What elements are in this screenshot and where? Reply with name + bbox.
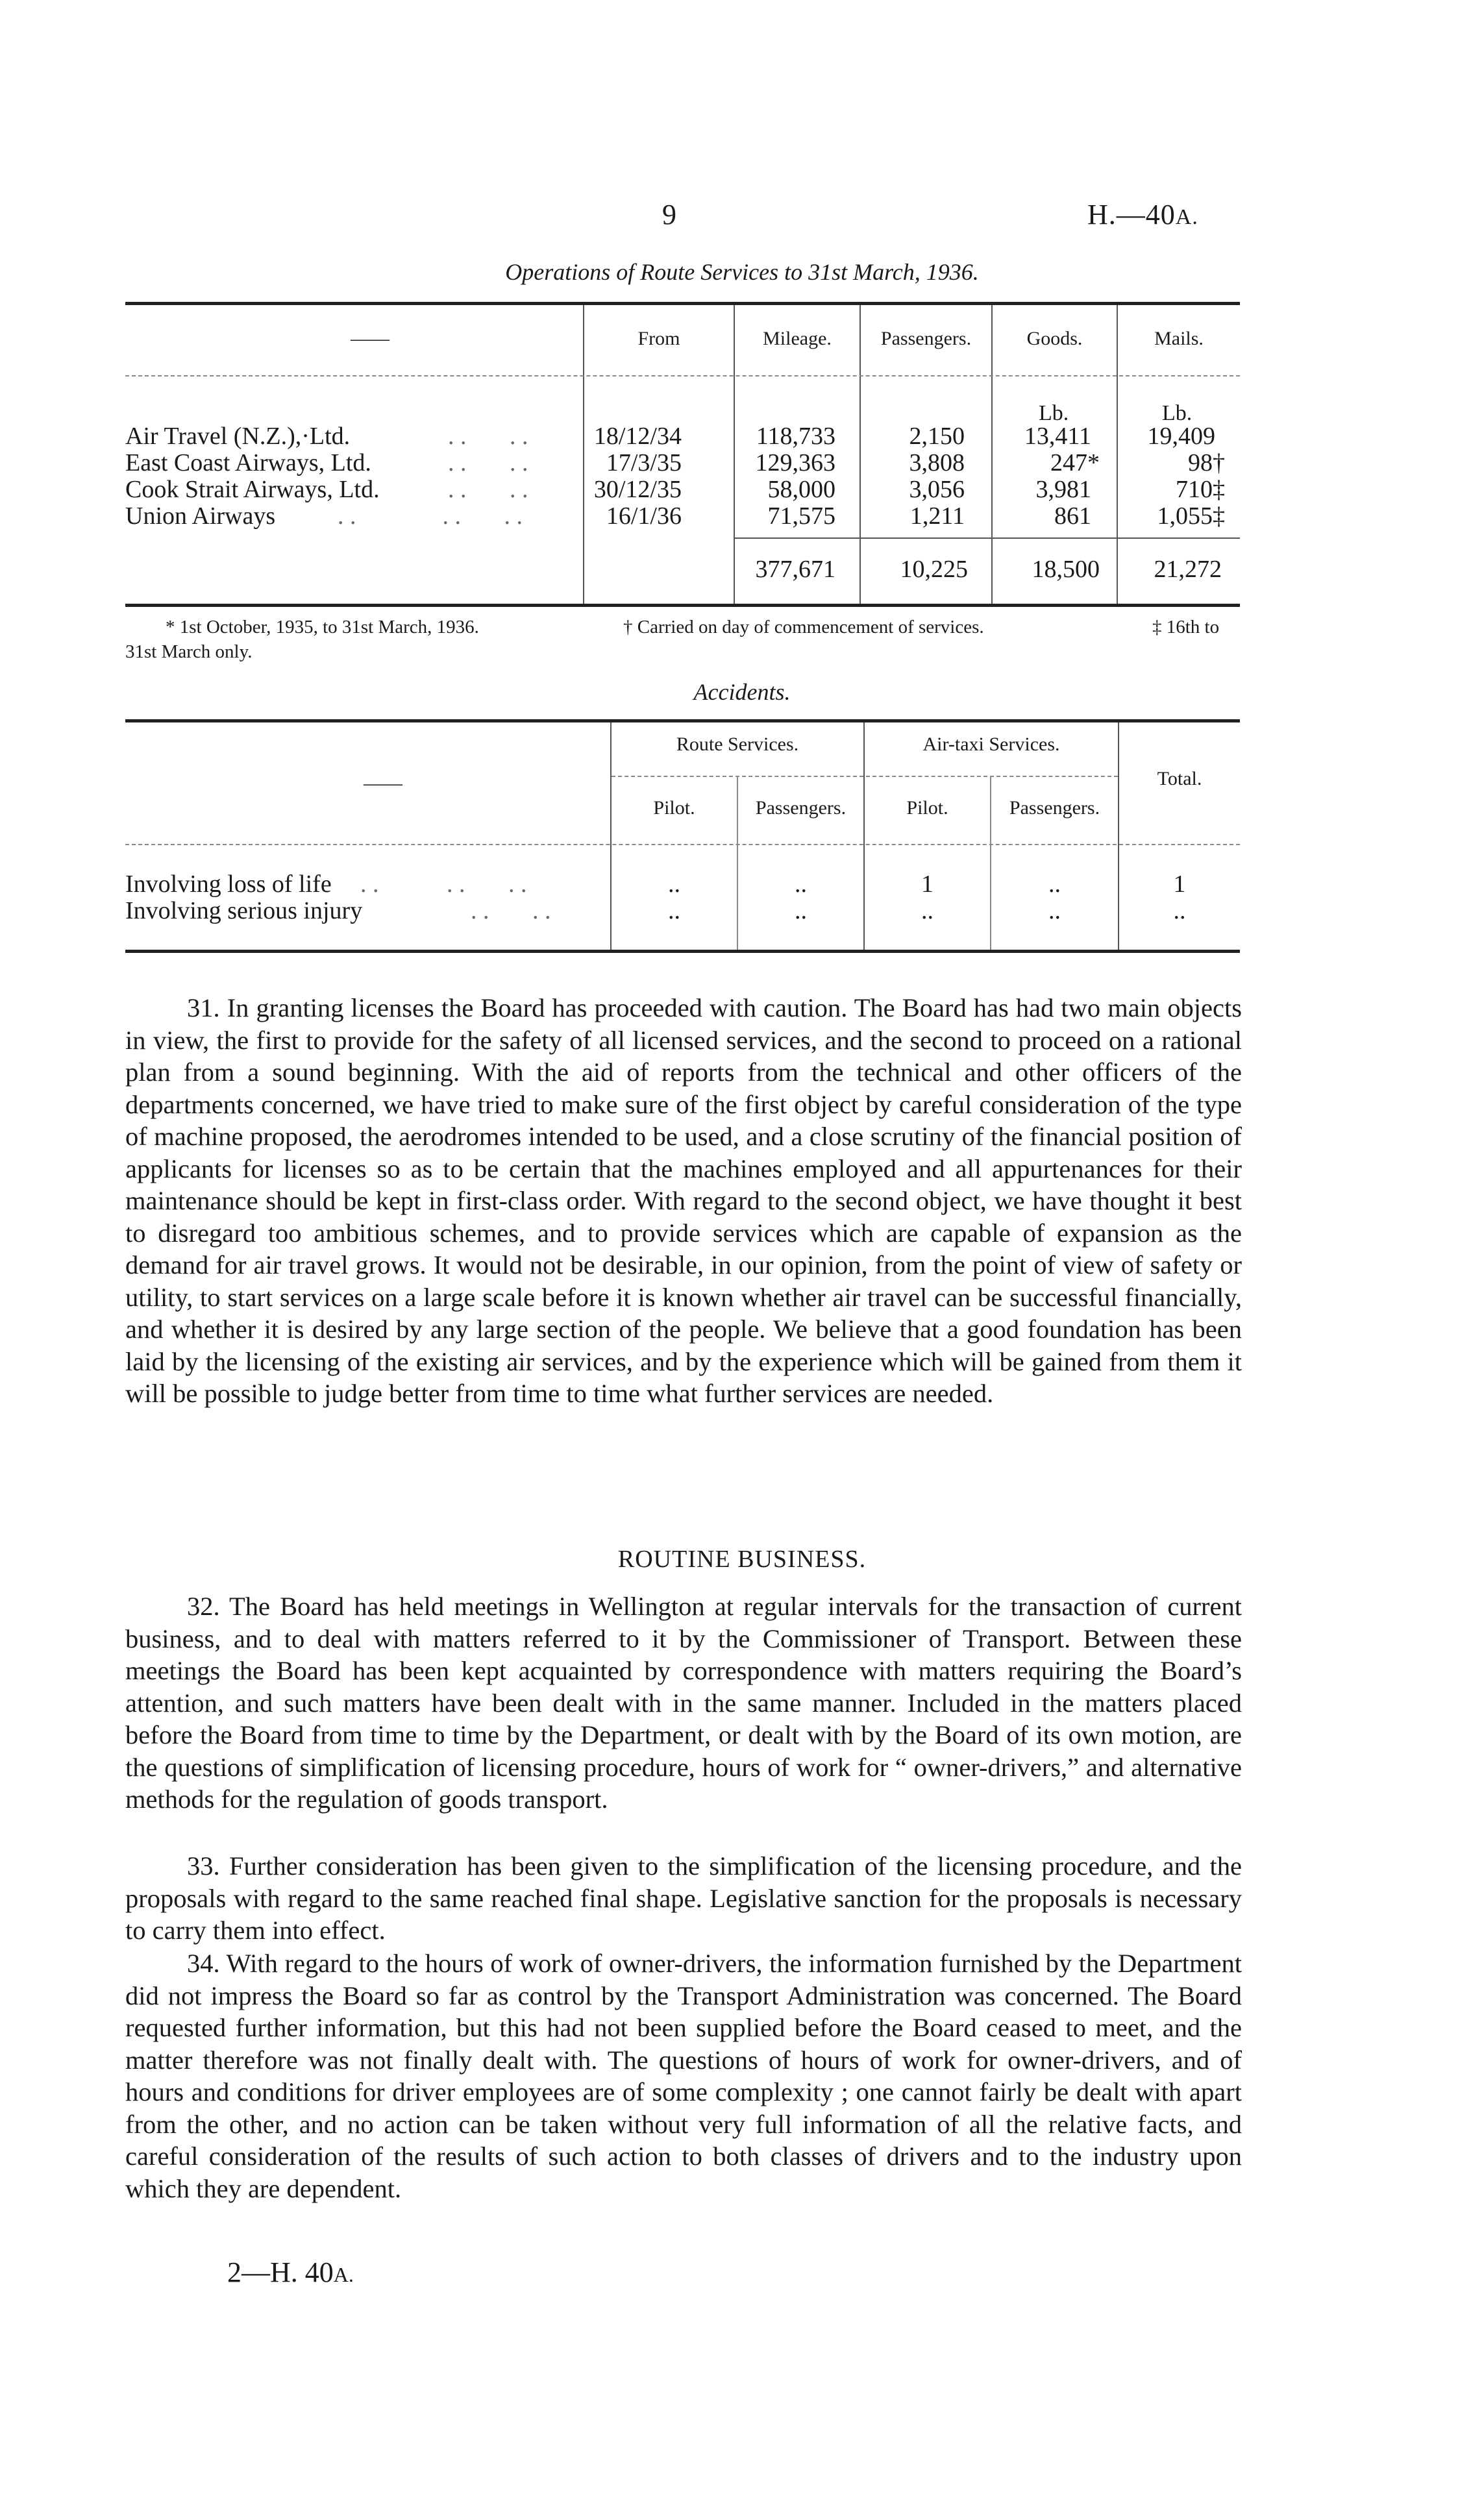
total-goods: 18,500 [1032, 556, 1100, 583]
route-pilot-value: .. [668, 870, 680, 898]
header-passengers: Passengers. [880, 328, 972, 349]
taxi-pilot-value: 1 [921, 870, 934, 898]
paragraph-33-text: 33. Further consideration has been given to the simplification of the licensing procedure, and the proposals with regard to the same reached final shape. Legislative sanction for the proposals is necessary to carry them into effect. [125, 1851, 1242, 1945]
header-rule [125, 375, 1240, 376]
from-date: 17/3/35 [606, 449, 682, 476]
route-pilot-value: .. [668, 897, 680, 924]
leader-dots: . . . . . . [360, 870, 527, 898]
passengers-value: 2,150 [909, 423, 965, 450]
leader-dots: . . . . [471, 897, 551, 924]
operator-name: Cook Strait Airways, Ltd. [125, 476, 380, 503]
accidents-table-caption: Accidents. [693, 679, 791, 705]
leader-dots: . . . . [448, 423, 528, 450]
doc-ref-main: H.—40 [1087, 199, 1176, 230]
footnote-star: * 1st October, 1935, to 31st March, 1936. [166, 617, 479, 637]
table-top-rule [125, 719, 1240, 722]
header-blank: —— [364, 772, 402, 794]
group-rule [612, 776, 1118, 777]
total-value: 1 [1173, 870, 1186, 898]
paragraph-32-text: 32. The Board has held meetings in Wellington at regular intervals for the transaction of current business, and to deal with matters referred to it by the Commissioner of Transport. Between these meetings the Board has been kept acquainted by correspondence with matters requiring the Board’s attention, and such matters have been dealt with in the same manner. Included in the matters placed before the Board from time to time by the Department, or dealt with by the Board of its own motion, are the questions of simplification of licensing procedure, hours of work for “ owner-drivers,” and alternative methods for the regulation of goods transport. [125, 1592, 1242, 1814]
operator-name: Air Travel (N.Z.),·Ltd. [125, 423, 351, 450]
mails-value: 98† [1188, 449, 1225, 476]
goods-value: 247* [1050, 449, 1100, 476]
mails-value: 19,409 [1147, 423, 1215, 450]
accident-row-label: Involving loss of life [125, 870, 332, 898]
from-date: 30/12/35 [593, 476, 682, 503]
header-rule [125, 844, 1240, 845]
taxi-passengers-value: .. [1048, 870, 1061, 898]
mails-value: 1,055‡ [1157, 502, 1225, 530]
header-mileage: Mileage. [763, 328, 832, 349]
passengers-value: 3,056 [909, 476, 965, 503]
total-passengers: 10,225 [900, 556, 968, 583]
footnote-double-dagger: ‡ 16th to [1152, 617, 1220, 637]
header-mails: Mails. [1154, 328, 1204, 349]
passengers-value: 3,808 [909, 449, 965, 476]
mileage-value: 71,575 [767, 502, 835, 530]
signature-main: 2—H. 40 [227, 2256, 334, 2288]
table-bottom-rule [125, 950, 1240, 953]
goods-value: 861 [1054, 502, 1091, 530]
from-date: 18/12/34 [593, 423, 682, 450]
header-from: From [637, 328, 680, 349]
route-passengers-value: .. [795, 897, 807, 924]
operations-table-caption: Operations of Route Services to 31st March, 1936. [505, 259, 979, 285]
paragraph-32 [125, 1590, 1242, 1816]
paragraph-33 [125, 1850, 1242, 1947]
leader-dots: . . . . . . [338, 502, 523, 530]
mileage-value: 58,000 [767, 476, 835, 503]
paragraph-34-text: 34. With regard to the hours of work of owner-drivers, the information furnished by the Department did not impress the Board so far as control by the Transport Administration was concerned. The Board requested further information, but this had not been supplied before the Board ceased to meet, and the matter therefore was not finally dealt with. The questions of hours of work for owner-drivers, and of hours and conditions for driver employees are of some complexity ; one cannot fairly be dealt with apart from the other, and no action can be taken without very full information of all the relative facts, and careful consideration of the results of such action to both classes of drivers and to the industry upon which they are dependent. [125, 1949, 1242, 2203]
operator-name: East Coast Airways, Ltd. [125, 449, 371, 476]
paragraph-34 [125, 1947, 1242, 2204]
taxi-passengers-value: .. [1048, 897, 1061, 924]
goods-unit: Lb. [1039, 401, 1069, 425]
signature-suffix: A. [333, 2263, 354, 2286]
from-date: 16/1/36 [606, 502, 682, 530]
header-route-services: Route Services. [676, 734, 799, 755]
mileage-value: 129,363 [755, 449, 835, 476]
operator-name: Union Airways [125, 502, 276, 530]
header-goods: Goods. [1026, 328, 1083, 349]
document-reference [1087, 198, 1198, 231]
taxi-pilot-value: .. [921, 897, 934, 924]
table-bottom-rule [125, 604, 1240, 607]
document-signature [227, 2256, 354, 2289]
paragraph-31 [125, 992, 1242, 1410]
header-route-pilot: Pilot. [653, 797, 695, 819]
table-top-rule [125, 302, 1240, 305]
header-taxi-pilot: Pilot. [906, 797, 948, 819]
header-blank: —— [351, 328, 390, 349]
leader-dots: . . . . [448, 449, 528, 476]
mails-value: 710‡ [1176, 476, 1225, 503]
total-value: .. [1173, 897, 1186, 924]
leader-dots: . . . . [448, 476, 528, 503]
page-number: 9 [662, 199, 676, 230]
header-taxi-passengers: Passengers. [1009, 797, 1100, 819]
paragraph-31-text: 31. In granting licenses the Board has proceeded with caution. The Board has had two main objects in view, the first to provide for the safety of all licensed services, and the second to proceed on a rational plan from a sound beginning. With the aid of reports from the technical and other officers of the departments concerned, we have tried to make sure of the first object by careful consideration of the type of machine proposed, the aerodromes intended to be used, and a close scrutiny of the financial position of applicants for licenses so as to be certain that the machines employed and all appurtenances for their maintenance should be kept in first-class order. With regard to the second object, we have thought it best to disregard too ambitious schemes, and to provide services which are capable of expansion as the demand for air travel grows. It would not be desirable, in our opinion, from the point of view of safety or utility, to start services on a large scale before it is known whether air travel can be successful financially, and whether it is desired by any large section of the people. We believe that a good foundation has been laid by the licensing of the existing air services, and by the experience which will be gained from them it will be possible to judge better from time to time what further services are needed. [125, 993, 1242, 1408]
doc-ref-suffix: A. [1175, 205, 1198, 229]
mails-unit: Lb. [1162, 401, 1193, 425]
total-mails: 21,272 [1154, 556, 1222, 583]
total-mileage: 377,671 [755, 556, 835, 583]
header-air-taxi-services: Air-taxi Services. [922, 734, 1060, 755]
footnote-double-dagger-continued: 31st March only. [125, 641, 253, 662]
route-passengers-value: .. [795, 870, 807, 898]
passengers-value: 1,211 [909, 502, 965, 530]
header-route-passengers: Passengers. [755, 797, 847, 819]
section-title: ROUTINE BUSINESS. [617, 1546, 867, 1573]
mileage-value: 118,733 [756, 423, 835, 450]
totals-rule [734, 537, 1240, 539]
goods-value: 3,981 [1035, 476, 1091, 503]
accident-row-label: Involving serious injury [125, 897, 363, 924]
goods-value: 13,411 [1024, 423, 1091, 450]
header-total: Total. [1157, 768, 1202, 789]
footnote-dagger: † Carried on day of commencement of services. [623, 617, 984, 637]
